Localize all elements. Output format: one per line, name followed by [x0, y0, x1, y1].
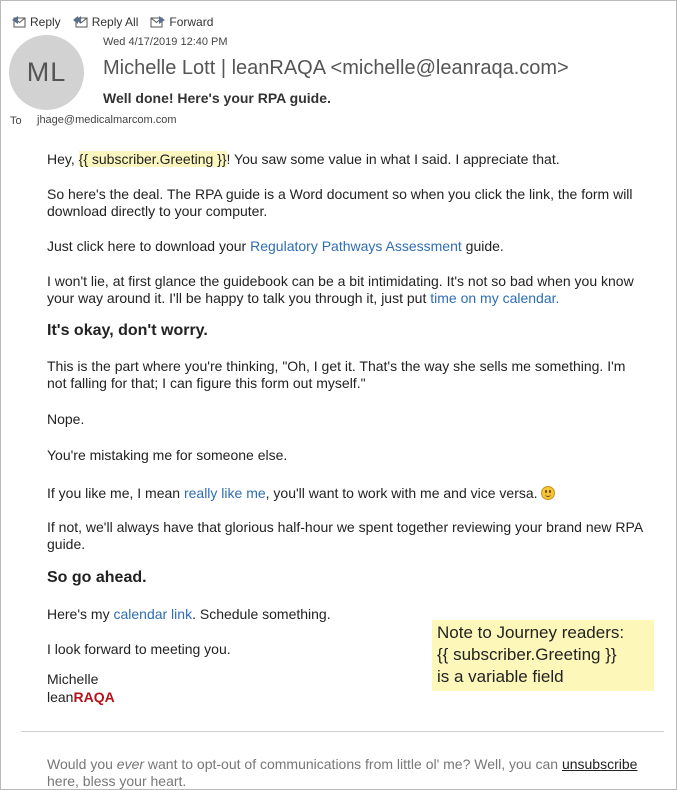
forward-icon — [150, 15, 166, 29]
email-subject: Well done! Here's your RPA guide. — [103, 90, 331, 106]
reply-label: Reply — [30, 15, 61, 29]
like-me-text: If you like me, I mean — [47, 485, 184, 501]
journey-note — [432, 620, 654, 691]
rpa-guide-link[interactable]: Regulatory Pathways Assessment — [250, 238, 462, 254]
brand-lean: lean — [47, 689, 74, 705]
footer-pre: Would you — [47, 756, 117, 772]
unsubscribe-link[interactable]: unsubscribe — [561, 756, 638, 772]
like-me-text-end: , you'll want to work with me and vice versa. — [265, 485, 542, 501]
sender-name[interactable]: Michelle Lott | leanRAQA <michelle@leanraqa.com> — [103, 57, 569, 79]
intimidating-text: I won't lie, at first glance the guidebook can be a bit intimidating. It's not so bad when you know your way around it. I'll be happy to talk you through it, just put — [47, 273, 634, 306]
signature-name: Michelle — [47, 671, 99, 687]
like-me-paragraph — [47, 485, 647, 502]
forward-label: Forward — [169, 15, 214, 29]
nope-paragraph: Nope. — [47, 411, 85, 427]
smiley-emoji-icon — [541, 486, 555, 500]
heading-go-ahead: So go ahead. — [47, 569, 147, 586]
reply-all-label: Reply All — [91, 15, 139, 29]
reply-all-icon — [73, 15, 89, 29]
footer-divider — [21, 731, 664, 732]
mistaking-paragraph: You're mistaking me for someone else. — [47, 447, 288, 463]
footer-text — [47, 756, 647, 790]
download-text-end: guide. — [461, 238, 504, 254]
download-paragraph — [47, 238, 647, 255]
really-like-me-link[interactable]: really like me — [183, 485, 266, 501]
thinking-paragraph: This is the part where you're thinking, "Oh, I get it. That's the way she sells me something. I'm not falling for that; I can figure this form out myself." — [47, 358, 626, 391]
calendar-text: Here's my — [47, 606, 114, 622]
to-label: To — [10, 115, 22, 127]
heading-dont-worry: It's okay, don't worry. — [47, 322, 208, 339]
if-not-paragraph: If not, we'll always have that glorious half-hour we spent together reviewing your brand new RPA guide. — [47, 519, 643, 552]
calendar-time-link[interactable]: time on my calendar. — [430, 290, 560, 306]
download-text: Just click here to download your — [47, 238, 251, 254]
sent-date: Wed 4/17/2019 12:40 PM — [103, 36, 228, 48]
brand-raqa: RAQA — [73, 689, 115, 705]
deal-paragraph: So here's the deal. The RPA guide is a Word document so when you click the link, the form will download directly to your computer. — [47, 186, 633, 219]
look-forward-paragraph: I look forward to meeting you. — [47, 641, 231, 657]
greeting-variable: {{ subscriber.Greeting }} — [78, 151, 227, 167]
calendar-link[interactable]: calendar link — [113, 606, 193, 622]
signature-brand — [47, 689, 647, 706]
reply-button[interactable] — [11, 15, 61, 29]
intimidating-paragraph — [47, 273, 647, 307]
greeting-text-end: ! You saw some value in what I said. I appreciate that. — [226, 151, 560, 167]
footer-post: here, bless your heart. — [47, 773, 187, 789]
message-toolbar — [11, 13, 213, 31]
footer-mid: want to opt-out of communications from little ol' me? Well, you can — [144, 756, 562, 772]
greeting-paragraph — [47, 151, 647, 168]
note-line-2: {{ subscriber.Greeting }} — [437, 645, 617, 664]
footer-emphasis: ever — [116, 756, 145, 772]
note-line-1: Note to Journey readers: — [437, 623, 625, 642]
sender-avatar: ML — [9, 35, 84, 110]
recipient-address[interactable]: jhage@medicalmarcom.com — [37, 114, 177, 126]
reply-icon — [11, 15, 27, 29]
greeting-text: Hey, — [47, 151, 79, 167]
calendar-text-end: . Schedule something. — [192, 606, 331, 622]
reply-all-button[interactable] — [73, 15, 139, 29]
note-line-3: is a variable field — [437, 667, 564, 686]
forward-button[interactable] — [150, 15, 213, 29]
